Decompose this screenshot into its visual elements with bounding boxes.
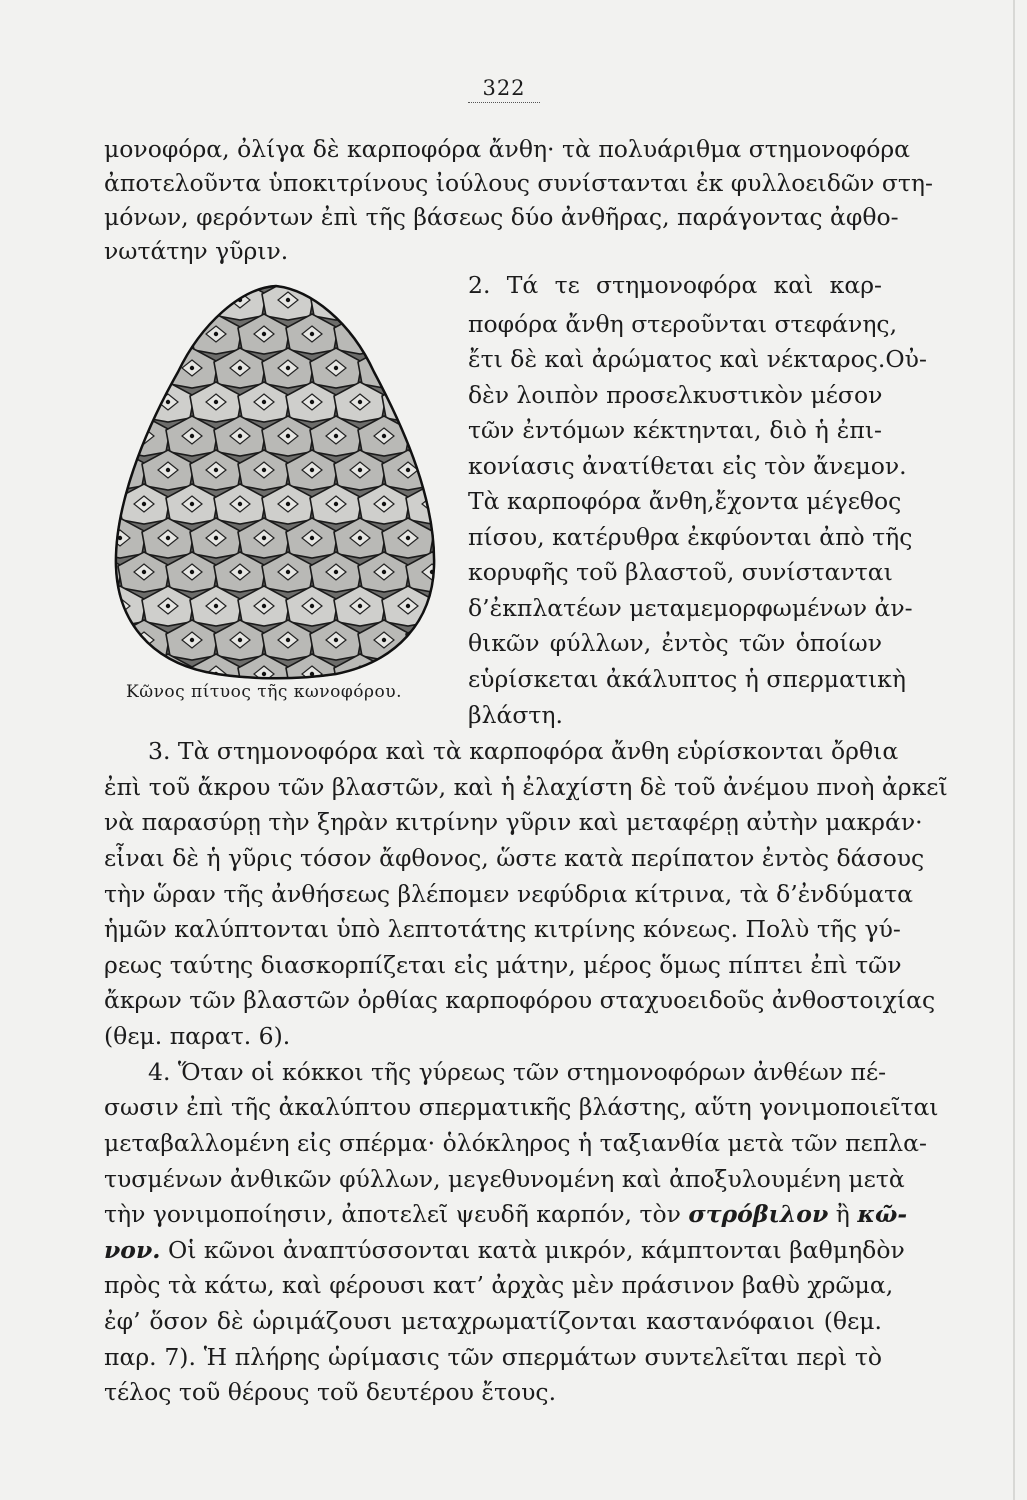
section-3-line: (θεμ. παρατ. 6). (104, 1022, 291, 1050)
cone-scale-tip (182, 292, 202, 308)
cone-scale-tip (158, 326, 178, 342)
cone-scale-umbo (286, 638, 290, 642)
cone-scale-umbo (214, 468, 218, 472)
section-3-line: ἄκρων τῶν βλαστῶν ὀρθίας καρποφόρου σταχυοειδοῦς ἀνθοστοιχίας (104, 986, 936, 1014)
cone-scale-umbo (166, 332, 170, 336)
cone-scale-umbo (286, 366, 290, 370)
section-2-line: βλάστη. (468, 701, 563, 729)
cone-scale-tip (398, 326, 418, 342)
cone-scale-umbo (358, 332, 362, 336)
cone-scale-umbo (334, 434, 338, 438)
section-2-line: δ’ἐκπλατέων μεταμεμορφωμένων ἀν- (468, 594, 913, 622)
cone-scale-umbo (238, 570, 242, 574)
section-2-line: κονίασις ἀνατίθεται εἰς τὸν ἄνεμον. (468, 452, 907, 480)
term-cone-part2: νον. (104, 1236, 161, 1264)
cone-scale-umbo (430, 434, 434, 438)
cone-scale-umbo (142, 366, 146, 370)
cone-scale (106, 314, 146, 354)
cone-scale-tip (134, 292, 154, 308)
cone-scale-tip (422, 360, 442, 376)
cone-scale-umbo (382, 298, 386, 302)
cone-scale-umbo (430, 638, 434, 642)
cone-scale-umbo (166, 468, 170, 472)
cone-scale-umbo (238, 502, 242, 506)
section-2-line: ποφόρα ἄνθη στεροῦνται στεφάνης, (468, 310, 898, 338)
cone-scale-tip (110, 666, 130, 682)
cone-scale-umbo (190, 570, 194, 574)
section-2-line: εὑρίσκεται ἀκάλυπτος ἡ σπερματικὴ (468, 665, 906, 693)
cone-scale-umbo (310, 536, 314, 540)
intro-line: μονοφόρα, ὀλίγα δὲ καρποφόρα ἄνθη· τὰ πολυάριθμα στημονοφόρα (104, 135, 911, 163)
cone-scale-umbo (286, 434, 290, 438)
cone-scale-umbo (214, 400, 218, 404)
cone-scale (106, 382, 146, 422)
section-4-line: ἐφ’ ὅσον δὲ ὡριμάζουσι μεταχρωματίζονται καστανόφαιοι (θεμ. (104, 1307, 882, 1335)
cone-scale-umbo (118, 672, 122, 676)
cone-scale-umbo (406, 536, 410, 540)
cone-scale-umbo (406, 468, 410, 472)
section-4-line: σωσιν ἐπὶ τῆς ἀκαλύπτου σπερματικῆς βλάστης, αὕτη γονιμοποιεῖται (104, 1093, 939, 1121)
cone-scale-umbo (262, 400, 266, 404)
cone-scale-umbo (286, 502, 290, 506)
cone-scale-umbo (262, 536, 266, 540)
section-2-line: 2. Τά τε στημονοφόρα καὶ καρ- (468, 271, 882, 299)
cone-scale-umbo (190, 434, 194, 438)
cone-scale-tip (374, 292, 394, 308)
cone-scale-tip (398, 666, 418, 682)
cone-scale-umbo (382, 570, 386, 574)
section-3-line: εἶναι δὲ ἡ γῦρις τόσον ἄφθονος, ὥστε κατὰ περίπατον ἐντὸς δάσους (104, 844, 925, 872)
section-2-line: πίσου, κατέρυθρα ἐκφύονται ἀπὸ τῆς (468, 523, 913, 551)
cone-scale-umbo (142, 502, 146, 506)
cone-scale-umbo (118, 604, 122, 608)
cone-scale (166, 282, 218, 320)
cone-scale-umbo (286, 298, 290, 302)
cone-scale-umbo (166, 536, 170, 540)
section-3-line: ρεως ταύτης διασκορπίζεται εἰς μάτην, μέρος ὅμως πίπτει ἐπὶ τῶν (104, 951, 902, 979)
cone-scale-tip (326, 292, 346, 308)
cone-scale-tip (422, 428, 442, 444)
cone-scale (118, 282, 170, 320)
section-2-line: Τὰ καρποφόρα ἄνθη,ἔχοντα μέγεθος (468, 487, 902, 515)
cone-scale-umbo (382, 502, 386, 506)
section-2-line: κορυφῆς τοῦ βλαστοῦ, συνίστανται (468, 558, 893, 586)
cone-scale (382, 314, 434, 354)
section-3-line: ἡμῶν καλύπτονται ὑπὸ λεπτοτάτης κιτρίνης κόνεως. Πολὺ τῆς γύ- (104, 915, 901, 943)
cone-scale (142, 314, 194, 354)
cone-scale-umbo (382, 434, 386, 438)
cone-scale-umbo (382, 366, 386, 370)
cone-scale-umbo (358, 604, 362, 608)
section-2-line: τῶν ἐντόμων κέκτηνται, διὸ ἡ ἐπι- (468, 416, 882, 444)
term-cone-part1: κῶ- (857, 1200, 908, 1228)
cone-scale-umbo (166, 400, 170, 404)
section-4-line: πρὸς τὰ κάτω, καὶ φέρουσι κατ’ ἀρχὰς μὲν πράσινον βαθὺ χρῶμα, (104, 1271, 894, 1299)
section-4-line (104, 1235, 905, 1265)
cone-scale-tip (110, 462, 130, 478)
cone-scale (118, 348, 170, 388)
cone-scale-umbo (142, 298, 146, 302)
section-4-text: Οἱ κῶνοι ἀναπτύσσονται κατὰ μικρόν, κάμπτονται βαθμηδὸν (167, 1236, 905, 1264)
cone-scale-umbo (190, 298, 194, 302)
cone-scale-umbo (406, 604, 410, 608)
cone-scale (310, 282, 362, 320)
cone-scale-umbo (382, 638, 386, 642)
cone-scale (106, 282, 122, 320)
cone-scale-umbo (190, 366, 194, 370)
section-4-text: ἢ (835, 1200, 850, 1228)
cone-scale-umbo (358, 468, 362, 472)
cone-scale-umbo (334, 502, 338, 506)
cone-scale (106, 654, 146, 682)
figure-caption: Κῶνος πίτυος τῆς κωνοφόρου. (126, 682, 402, 702)
cone-scale-umbo (190, 638, 194, 642)
cone-scale-umbo (286, 570, 290, 574)
cone-scale (406, 416, 446, 456)
cone-scale-tip (110, 326, 130, 342)
cone-scale-umbo (214, 536, 218, 540)
cone-scale-tip (110, 394, 130, 410)
section-3-line: 3. Τὰ στημονοφόρα καὶ τὰ καρποφόρα ἄνθη εὑρίσκονται ὄρθια (148, 737, 899, 765)
section-4-line: τέλος τοῦ θέρους τοῦ δευτέρου ἔτους. (104, 1378, 557, 1406)
section-2-line: θικῶν φύλλων, ἐντὸς τῶν ὁποίων (468, 629, 882, 657)
cone-scale (106, 620, 122, 660)
cone-scale-umbo (334, 638, 338, 642)
cone-scale-umbo (334, 366, 338, 370)
cone-scale-tip (422, 292, 442, 308)
cone-scale-umbo (262, 332, 266, 336)
cone-scale (406, 282, 446, 320)
cone-scale-umbo (430, 502, 434, 506)
cone-scale-umbo (358, 536, 362, 540)
cone-scale-umbo (166, 672, 170, 676)
page-edge (1013, 0, 1015, 1500)
cone-scale-tip (134, 360, 154, 376)
pine-cone-illustration (106, 282, 446, 682)
cone-scale-umbo (262, 468, 266, 472)
cone-scale-umbo (358, 672, 362, 676)
section-3-line: νὰ παρασύρῃ τὴν ξηρὰν κιτρίνην γῦριν καὶ μεταφέρῃ αὐτὴν μακράν· (104, 808, 923, 836)
section-4-line: 4. Ὅταν οἱ κόκκοι τῆς γύρεως τῶν στημονοφόρων ἀνθέων πέ- (148, 1058, 887, 1086)
cone-scale-umbo (310, 604, 314, 608)
section-4-line (104, 1199, 908, 1229)
cone-scale-umbo (262, 672, 266, 676)
cone-scale-umbo (118, 468, 122, 472)
section-4-line: παρ. 7). Ἡ πλήρης ὡρίμασις τῶν σπερμάτων συντελεῖται περὶ τὸ (104, 1343, 882, 1371)
cone-scale (106, 348, 122, 388)
cone-scale-umbo (334, 570, 338, 574)
cone-scale-umbo (238, 638, 242, 642)
cone-scale-umbo (190, 502, 194, 506)
section-3-line: τὴν ὥραν τῆς ἀνθήσεως βλέπομεν νεφύδρια κίτρινα, τὰ δ’ἐνδύματα (104, 880, 914, 908)
cone-scale-umbo (310, 400, 314, 404)
cone-scale-umbo (238, 366, 242, 370)
cone-scale-umbo (262, 604, 266, 608)
cone-scale-umbo (166, 604, 170, 608)
cone-scale-umbo (118, 400, 122, 404)
cone-scale-umbo (406, 400, 410, 404)
cone-scale-umbo (406, 672, 410, 676)
cone-scale-umbo (310, 332, 314, 336)
term-strobilus: στρόβιλον (688, 1200, 829, 1228)
cone-scale-umbo (238, 434, 242, 438)
cone-scale-umbo (118, 332, 122, 336)
section-4-line: μεταβαλλομένη εἰς σπέρμα· ὁλόκληρος ἡ ταξιανθία μετὰ τῶν πεπλα- (104, 1129, 927, 1157)
section-4-line: τυσμένων ἀνθικῶν φύλλων, μεγεθυνομένη καὶ ἀποξυλουμένη μετὰ (104, 1165, 905, 1193)
cone-scale-tip (158, 666, 178, 682)
cone-scale-umbo (214, 604, 218, 608)
section-4-text: τὴν γονιμοποίησιν, ἀποτελεῖ ψευδῆ καρπόν, τὸν (104, 1200, 681, 1228)
section-2-line: δὲν λοιπὸν προσελκυστικὸν μέσον (468, 381, 883, 409)
intro-line: μόνων, φερόντων ἐπὶ τῆς βάσεως δύο ἀνθῆρας, παράγοντας ἀφθο- (104, 203, 899, 231)
cone-scale-umbo (358, 400, 362, 404)
cone-scale-tip (374, 360, 394, 376)
cone-scale-umbo (334, 298, 338, 302)
pine-cone-icon (106, 282, 446, 682)
intro-line: νωτάτην γῦριν. (104, 237, 289, 265)
section-2-line: ἔτι δὲ καὶ ἀρώματος καὶ νέκταρος.Οὐ- (468, 345, 927, 373)
cone-scale-umbo (430, 366, 434, 370)
cone-scale-tip (398, 394, 418, 410)
intro-line: ἀποτελοῦντα ὑποκιτρίνους ἰούλους συνίστανται ἐκ φυλλοειδῶν στη- (104, 169, 933, 197)
section-3-line: ἐπὶ τοῦ ἄκρου τῶν βλαστῶν, καὶ ἡ ἐλαχίστη δὲ τοῦ ἀνέμου πνοὴ ἀρκεῖ (104, 773, 948, 801)
cone-scale-umbo (142, 570, 146, 574)
cone-scale (106, 416, 122, 456)
cone-scale-tip (422, 632, 442, 648)
cone-scale-umbo (310, 468, 314, 472)
cone-scale (406, 348, 446, 388)
page-number: 322 (468, 76, 540, 103)
cone-scale (358, 282, 410, 320)
cone-scale-umbo (406, 332, 410, 336)
cone-scale-umbo (214, 332, 218, 336)
cone-scale (382, 654, 434, 682)
cone-scale-umbo (430, 298, 434, 302)
